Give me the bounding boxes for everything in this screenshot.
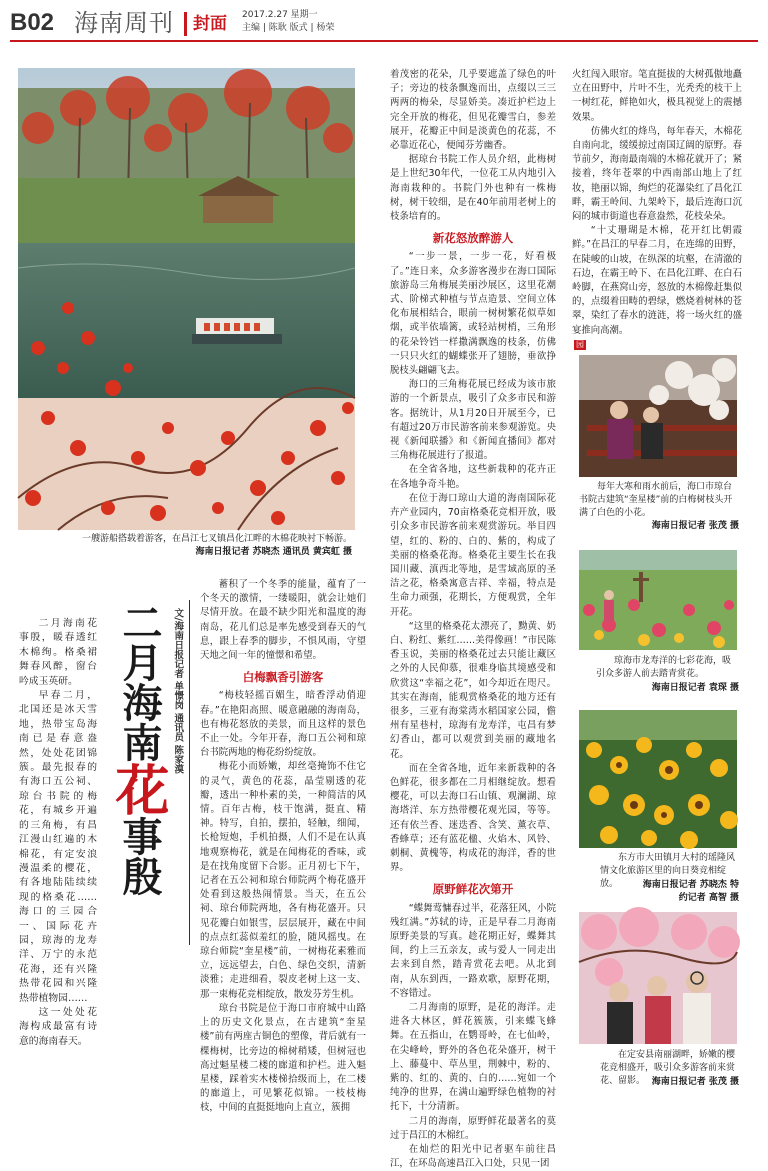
body-paragraph: 着茂密的花朵，几乎要遮盖了绿色的叶子；旁边的枝条飘逸而出，点缀以三三两两的梅朵，尽显娇美。凑近护栏边上完全开放的梅花，但见花瓣雪白，参差展开，花瓣正中间是淡黄色的花蕊，不必靠近花心，便闻芬芳幽香。 [390,69,556,152]
page-number: B02 [10,9,55,36]
body-paragraph: 据琼台书院工作人员介绍，此梅树是上世纪30年代，一位花工从内地引入海南栽种的。书院门外也种有一株梅树，树干较细，是在40年前用老树上的枝条培育的。 [390,154,556,223]
side-photo-flower-sea [579,550,737,650]
side-photo-sunflower-caption: 东方市大田镇月大村的瑶隆风情文化旅游区里的向日葵竞相绽放。 [600,853,736,889]
side-photo-flower-sea-caption: 琼海市龙寿洋的七彩花海，吸引众多游人前去踏青赏花。 [596,656,732,679]
end-mark: 园 [576,339,584,349]
subheading-plum: 白梅飘香引游客 [242,670,324,685]
intro-column [19,617,97,1049]
header-divider [10,40,758,42]
body-paragraph: “梅枝轻摇百媚生，暗香浮动俏迎春。”在艳阳高照、暖意融融的海南岛，也有梅花怒放的美景，而且这样的景色不止一处。今年开春，海口五公祠和琼台书院两地的梅花纷纷绽放。 [200,690,366,759]
body-paragraph: 在位于海口琼山大道的海南国际花卉产业园内，70亩格桑花竞相开放，吸引众多市民游客前来观赏游玩。举目四望，红的、粉的、白的、紫的，构成了美丽的格桑花海。格桑花主要生长在我国川藏、滇西北等地，是雪域高原的圣洁之花，格桑寓意吉祥、幸福，特点是生命力顽强，花期长，方便观赏，全年开花。 [390,492,556,618]
side-photo-plum [579,355,737,477]
intro-paragraph: 二月海南花事殷，暖春透红木棉绚。格桑裙舞春风醉，窗台吟成玉英研。 [19,618,97,687]
intro-paragraph: 这一处处花海构成最富有诗意的海南春天。 [19,1006,97,1047]
main-photo-credit: 海南日报记者 苏晓杰 通讯员 黄宾虹 摄 [195,547,352,557]
lead-paragraph: 蓄积了一个冬季的能量，蕴育了一个冬天的激情，一缕暖阳，就会让她们尽情开放。在最不缺少阳光和温度的海南岛，花儿们总是率先感受到春天的气息，跟上春季的脚步，不惧风雨，守望天地之间一年的憧憬和希望。 [200,579,366,662]
body-paragraph: 仿佛火红的烽鸟，每年春天，木棉花自南向北，缓缓掠过南国辽阔的原野。春节前夕，海南最南端的木棉花就开了；紧接着，终年苍翠的中西南部山地上了红妆，艳丽以锦，绚烂的花瀑染红了昌化江畔，霸王岭间、九架岭下，最后连海口沉闷的城市街道也春意盎然，花枝朵朵。 [572,125,742,223]
body-paragraph: 琼台书院是位于海口市府城中山路上的历史文化景点，在古建筑“奎星楼”前有两座古铜色的塑像，背后就有一棵梅树，比旁边的棉树稍矮，但树冠也高过魁星楼二楼的廊道和护栏。进入魁星楼，踩着实木楼梯拾级而上，在二楼的廊道上，可见繁花似锦。一枝枝梅枝，中间的直挺挺地向上直立，簇拥 [200,1002,366,1114]
body-paragraph: 海口的三角梅花展已经成为该市旅游的一个新景点，吸引了众多市民和游客。据统计，从1月20日开展至今，已有超过20万市民游客前来参观游览。央视《新闻联播》和《新闻直播间》都对三角梅花展进行了报道。 [390,379,556,462]
side-photo-cherry-credit: 海南日报记者 张茂 摄 [651,1077,739,1087]
article-column-1 [200,578,366,1116]
headline: 二月海南花事殷 [107,602,171,896]
body-paragraph: “这里的格桑花太漂亮了，黝黄、奶白、粉红、紫红……美得像画！”市民陈香玉说，美丽的格桑花过去只能让藏区之外的人民仰慕，很难身临其境感受和欣赏这“幸福之花”，如今却近在咫尺。其实在海南，能观赏格桑花的地方还有很多，三亚有海棠湾水稻国家公园，儋州有星巷村，琼海有龙寿洋，屯昌有梦幻香山，都可以观赏到美丽的藏地名花。 [390,620,556,760]
body-paragraph: 在全省各地，这些新栽种的花卉正在各地争奇斗艳。 [390,464,556,490]
article-column-3 [572,68,742,352]
side-photo-cherry [579,912,737,1044]
body-paragraph: 梅花小而娇嫩，却丝毫掩饰不住它的灵气，黄色的花蕊，晶莹剔透的花瓣，透出一种朴素的美，一种简洁的风情。百年古梅，枝干饱满，挺直、精神。特写，自拍，摆拍，轻触，细闻，长枪短炮，手机拍摄，人们不是在认真地观察梅花，就是在闻梅花的香味，或是在找角度留下合影。正月初七下午，记者在五公祠和琼台师院两个梅花盛开处看到这般热闹情景。当天，在五公祠、琼台师院两地，各有梅花盛开。只见花瓣白如银雪，层层展开，藏在中间的点点红蕊似羞红的脸，随风摇曳。在琼台师院“奎星楼”前，一树梅花素雅而立，远远望去，白色、绿色交织，清新淡雅；走进细看，裂皮老树上这一支、那一束梅花竞相绽放，散发芬芳生机。 [200,761,366,1000]
body-paragraph: 在灿烂的阳光中记者驱车前往昌江，在环岛高速昌江入口处，只见一团 [390,1144,556,1170]
body-paragraph: 二月的海南，原野鲜花最著名的莫过于昌江的木棉红。 [390,1115,556,1141]
main-photo-caption: 一艘游船搭载着游客，在昌江七叉镇昌化江畔的木棉花映衬下畅游。 海南日报记者 苏晓杰 通讯员 黄宾虹 摄 [60,533,352,559]
side-photo-cherry-caption: 在定安县南丽湖畔，娇嫩的樱花竞相盛开，吸引众多游客前来赏花、留影。 [600,1050,736,1086]
side-photo-sunflower [579,710,737,848]
side-photo-flower-sea-credit: 海南日报记者 袁琛 摄 [651,683,739,693]
article-column-2 [390,68,556,1171]
intro-paragraph: 早春二月，北国还是冰天雪地，热带宝岛海南已是春意盎然，处处花团锦簇。最先报春的有海口五公祠、琼台书院的梅花，有城乡开遍的三角梅，有昌江漫山红遍的木棉花，有定安浪漫温柔的樱花，有各地陆陆续续现的格桑花……海口的三园合一、国际花卉园，琼海的龙寿洋、万宁的永范花海，还有兴隆热带花园和兴隆热带植物园…… [19,690,97,1004]
body-paragraph: 火红闯入眼帘。笔直挺拔的大树孤傲地矗立在田野中，片叶不生，光秃秃的枝干上一树红花，鲜艳如火，极具视觉上的震撼效果。 [572,69,742,123]
body-paragraph: “蝶舞莺慵春过半，花落狂风，小院残红满。”苏轼的诗，正是早春二月海南原野美景的写真。趁花期正好，蝶舞其间，约上三五亲友，或与爱人一同走出去来到自然，踏青赏花去吧。从北到南，从东到西，一路欢歌，原野花期，不容错过。 [390,902,556,999]
byline: 文/海南日报记者 单憬岗 通讯员 陈家漠 [172,608,184,774]
side-photo-plum-credit: 海南日报记者 张茂 摄 [651,521,739,531]
body-paragraph: 二月海南的原野，是花的海洋。走进各大林区，鲜花簇簇，引来蝶飞蜂舞。在五指山，在鹦哥岭，在七仙岭，在尖峰岭，野外的各色花朵盛开，树干上、藤蔓中、草丛里，荆棘中，粉的、紫的、红的、黄的、白的……宛如一个纯净的世界，在满山遍野绿色植物的衬托下，十分清新。 [390,1002,556,1113]
body-paragraph: “一步一景，一步一花，好看极了。”连日来，众多游客漫步在海口国际旅游岛三角梅展美丽沙展区，这里花潮式、阶梯式种植与节点造景、空间立体化布展相结合，眼前一树树繁花似草如烟，或半依墙篱，或轻站树梢，三角形的花朵铃铛一样撒满飘逸的枝条，仿佛一只只火红的蝴蝶张开了翅膀，垂欲挣脱枝头翩翩飞去。 [390,251,556,377]
section-label: 封面 [184,12,227,36]
subheading-new-flowers: 新花怒放醉游人 [432,231,514,246]
main-photo [18,68,355,530]
staff-credits: 主编 | 陈耿 版式 | 杨荣 [242,23,335,33]
side-photo-plum-caption: 每年大寒和雨水前后，海口市琼台书院古建筑“奎星楼”前的白梅树枝头开满了白色的小花。 [579,482,733,518]
masthead: 海南周刊 [74,9,174,37]
subheading-wild-flowers: 原野鲜花次第开 [432,882,514,897]
body-paragraph: 而在全省各地，近年来新栽种的各色鲜花，很多都在二月相继绽放。想看樱花，可以去海口石山镇、观澜湖、琼海塔洋、东方热带樱花观光园，等等。还有依兰香、迷迭香、含笑、薰衣草、香蜂草；还有蓝花楹、火焰木、风铃、刺桐、黄槐等，构成花的海洋，香的世界。 [390,762,556,874]
side-photo-sunflower-credit: 海南日报记者 苏晓杰 特约记者 高智 摄 [642,880,739,903]
issue-date: 2017.2.27 星期一 [242,10,318,20]
headline-divider [189,600,190,945]
body-paragraph: “十丈珊瑚是木棉，花开红比朝霞鲜。”在昌江的早春二月，在连绵的田野，在陡峻的山坡，在纵深的坑壑，在清澈的石边，在霸王岭下、在昌化江畔、在白石岭脚，在燕窝山旁，怒放的木棉像赶集似的，点缀着田畴的碧绿，燃烧着树林的苍翠，染红了春水的涟涟，将一场火红的盛宴推向高潮。 [572,225,742,336]
